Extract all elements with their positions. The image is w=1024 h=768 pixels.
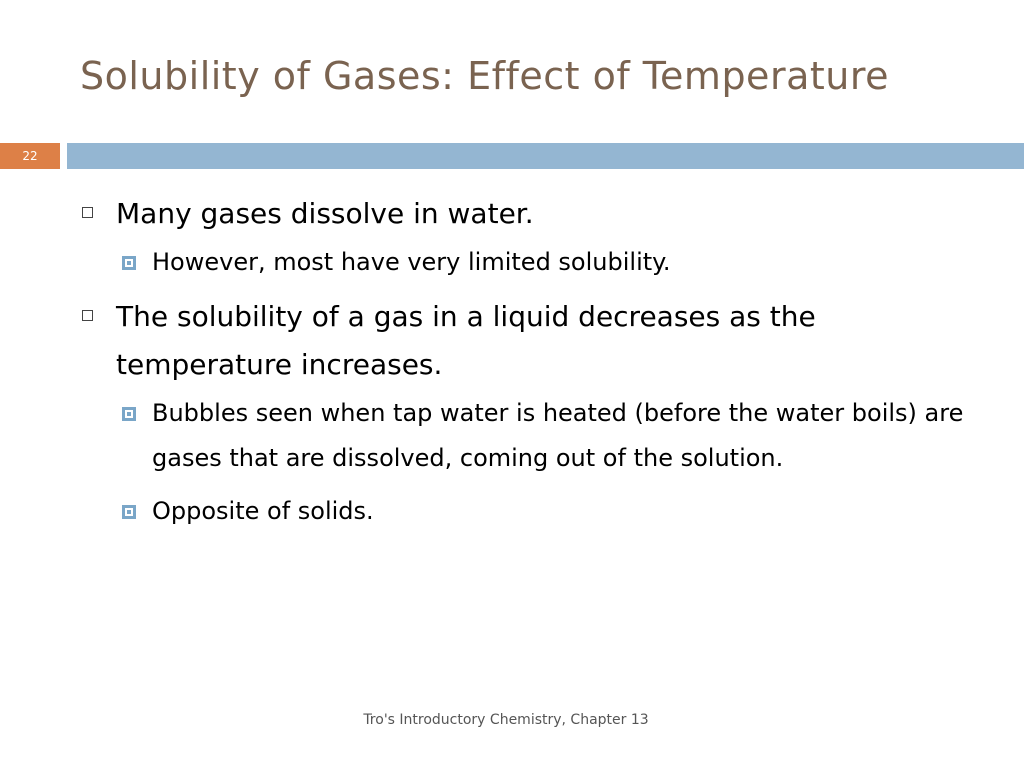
sub-bullet-item <box>80 240 980 285</box>
sub-bullet-item <box>80 391 980 481</box>
sub-bullet-text: Opposite of solids. <box>152 497 374 525</box>
square-bullet-icon <box>122 407 136 421</box>
slide-number-badge: 22 <box>0 143 60 169</box>
hollow-square-bullet-icon <box>82 310 93 321</box>
title-divider-bar <box>67 143 1024 169</box>
bullet-text: Many gases dissolve in water. <box>116 197 534 230</box>
sub-bullet-text: Bubbles seen when tap water is heated (before the water boils) are gases that are dissolved, coming out of the solution. <box>152 399 964 472</box>
sub-bullet-text: However, most have very limited solubility. <box>152 248 671 276</box>
bullet-item <box>80 293 980 389</box>
slide-title: Solubility of Gases: Effect of Temperature <box>80 54 889 98</box>
bullet-text: The solubility of a gas in a liquid decreases as the temperature increases. <box>116 300 816 381</box>
bullet-item <box>80 190 980 238</box>
hollow-square-bullet-icon <box>82 207 93 218</box>
square-bullet-icon <box>122 505 136 519</box>
square-bullet-icon <box>122 256 136 270</box>
sub-bullet-item <box>80 489 980 534</box>
slide-footer: Tro's Introductory Chemistry, Chapter 13 <box>363 712 649 728</box>
slide-content <box>80 190 980 542</box>
